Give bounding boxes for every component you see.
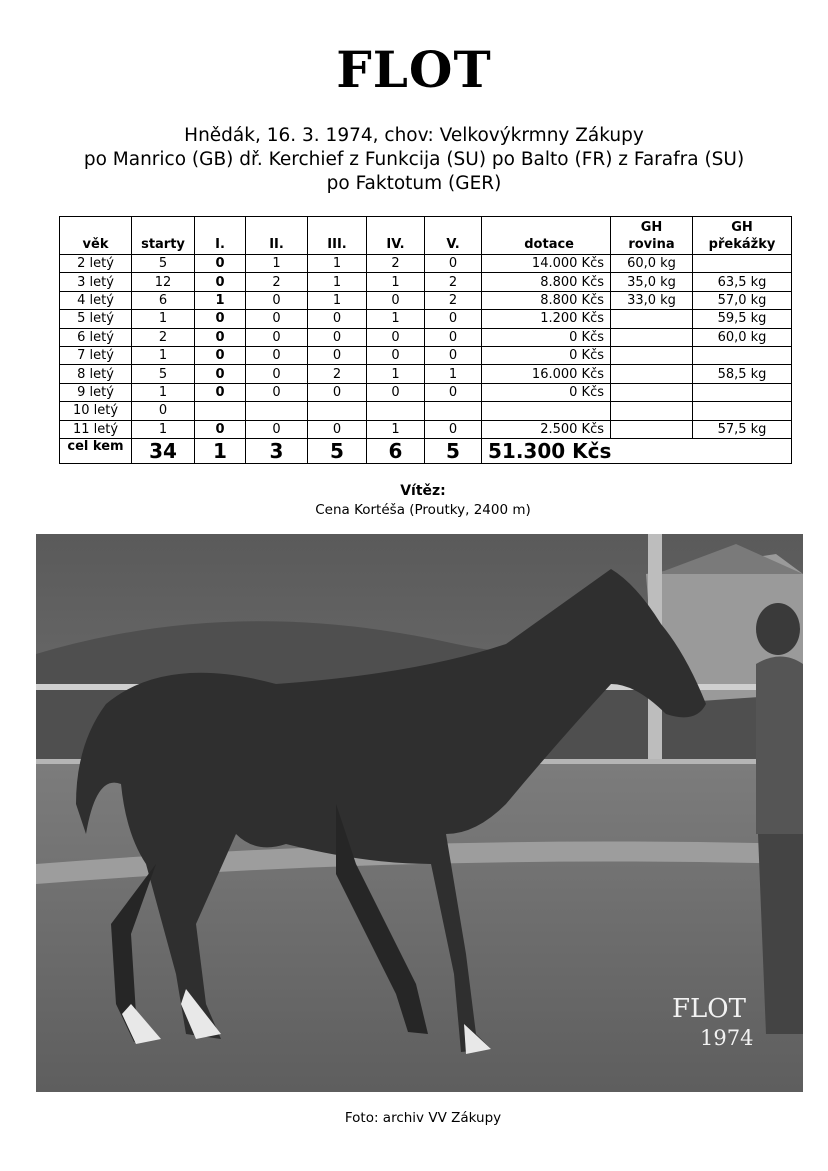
cell-age: 9 letý [60, 383, 132, 401]
pedigree-info [0, 124, 828, 196]
cell-fourth: 0 [367, 291, 425, 309]
cell-age: 3 letý [60, 273, 132, 291]
cell-second: 2 [246, 273, 308, 291]
cell-third: 1 [308, 255, 367, 273]
table-row [60, 291, 792, 309]
cell-gh-flat: 33,0 kg [611, 291, 693, 309]
cell-first: 0 [195, 346, 246, 364]
cell-second: 0 [246, 420, 308, 438]
cell-starts: 0 [132, 402, 195, 420]
cell-age: 11 letý [60, 420, 132, 438]
header-gh-hurdle [693, 217, 792, 255]
cell-third: 1 [308, 291, 367, 309]
cell-fourth: 1 [367, 365, 425, 383]
cell-age: 4 letý [60, 291, 132, 309]
table-row [60, 273, 792, 291]
cell-gh-flat [611, 328, 693, 346]
header-third: III. [308, 217, 367, 255]
cell-fifth: 1 [425, 365, 482, 383]
photo-credit: Foto: archiv VV Zákupy [344, 1110, 502, 1126]
cell-starts: 1 [132, 310, 195, 328]
total-first: 1 [195, 438, 246, 463]
cell-age: 7 letý [60, 346, 132, 364]
cell-prize: 14.000 Kčs [482, 255, 611, 273]
cell-starts: 5 [132, 255, 195, 273]
cell-second: 0 [246, 365, 308, 383]
table-row [60, 346, 792, 364]
cell-first: 0 [195, 310, 246, 328]
header-gh-flat-bottom: rovina [628, 237, 675, 252]
cell-prize: 0 Kčs [482, 328, 611, 346]
table-row [60, 328, 792, 346]
cell-third: 0 [308, 420, 367, 438]
cell-starts: 6 [132, 291, 195, 309]
cell-starts: 1 [132, 383, 195, 401]
pedigree-line-3: po Faktotum (GER) [326, 173, 502, 194]
total-label: cel kem [60, 438, 132, 463]
cell-third [308, 402, 367, 420]
cell-prize: 2.500 Kčs [482, 420, 611, 438]
table-row [60, 402, 792, 420]
cell-fourth: 0 [367, 328, 425, 346]
table-header-row [60, 217, 792, 255]
cell-gh-hurdle [693, 346, 792, 364]
cell-gh-hurdle: 63,5 kg [693, 273, 792, 291]
cell-fifth [425, 402, 482, 420]
total-fourth: 6 [367, 438, 425, 463]
cell-gh-flat [611, 402, 693, 420]
cell-prize: 0 Kčs [482, 346, 611, 364]
cell-starts: 12 [132, 273, 195, 291]
total-row [60, 438, 792, 463]
cell-fifth: 0 [425, 383, 482, 401]
cell-prize: 1.200 Kčs [482, 310, 611, 328]
cell-age: 8 letý [60, 365, 132, 383]
cell-prize [482, 402, 611, 420]
cell-first: 0 [195, 255, 246, 273]
cell-second: 1 [246, 255, 308, 273]
cell-age: 5 letý [60, 310, 132, 328]
cell-fourth: 2 [367, 255, 425, 273]
cell-age: 2 letý [60, 255, 132, 273]
header-second: II. [246, 217, 308, 255]
cell-fourth: 1 [367, 273, 425, 291]
pedigree-line-1: Hnědák, 16. 3. 1974, chov: Velkovýkrmny Zákupy [184, 125, 644, 146]
header-fifth: V. [425, 217, 482, 255]
table-row [60, 255, 792, 273]
total-prize: 51.300 Kčs [482, 438, 693, 463]
cell-fourth: 1 [367, 420, 425, 438]
cell-prize: 0 Kčs [482, 383, 611, 401]
cell-first: 0 [195, 420, 246, 438]
cell-third: 1 [308, 273, 367, 291]
cell-fifth: 2 [425, 273, 482, 291]
table-body [60, 255, 792, 439]
header-gh-flat [611, 217, 693, 255]
cell-fifth: 0 [425, 255, 482, 273]
photo-caption-name: FLOT [672, 994, 746, 1024]
cell-gh-flat [611, 346, 693, 364]
cell-second [246, 402, 308, 420]
cell-third: 0 [308, 328, 367, 346]
winner-heading: Vítěz: [400, 483, 446, 499]
cell-first: 0 [195, 365, 246, 383]
cell-first: 1 [195, 291, 246, 309]
cell-gh-hurdle: 58,5 kg [693, 365, 792, 383]
cell-third: 0 [308, 383, 367, 401]
cell-gh-flat [611, 365, 693, 383]
total-fifth: 5 [425, 438, 482, 463]
cell-age: 10 letý [60, 402, 132, 420]
total-starts: 34 [132, 438, 195, 463]
header-gh-hurdle-bottom: překážky [708, 237, 776, 252]
table-row [60, 383, 792, 401]
table-row [60, 310, 792, 328]
header-gh-flat-top: GH [640, 220, 663, 235]
total-second: 3 [246, 438, 308, 463]
cell-fourth: 0 [367, 383, 425, 401]
cell-gh-hurdle: 57,0 kg [693, 291, 792, 309]
cell-gh-flat: 35,0 kg [611, 273, 693, 291]
cell-first [195, 402, 246, 420]
cell-second: 0 [246, 346, 308, 364]
header-gh-hurdle-top: GH [731, 220, 753, 235]
header-first: I. [195, 217, 246, 255]
cell-fifth: 2 [425, 291, 482, 309]
cell-fifth: 0 [425, 346, 482, 364]
header-age: věk [60, 217, 132, 255]
cell-fifth: 0 [425, 420, 482, 438]
cell-prize: 16.000 Kčs [482, 365, 611, 383]
cell-prize: 8.800 Kčs [482, 291, 611, 309]
cell-fourth: 1 [367, 310, 425, 328]
cell-fifth: 0 [425, 310, 482, 328]
pedigree-line-2: po Manrico (GB) dř. Kerchief z Funkcija (SU) po Balto (FR) z Farafra (SU) [83, 149, 745, 170]
cell-starts: 1 [132, 420, 195, 438]
cell-gh-hurdle [693, 402, 792, 420]
cell-gh-flat [611, 420, 693, 438]
cell-fourth [367, 402, 425, 420]
header-prize: dotace [482, 217, 611, 255]
cell-third: 0 [308, 346, 367, 364]
cell-starts: 5 [132, 365, 195, 383]
cell-first: 0 [195, 328, 246, 346]
cell-gh-flat: 60,0 kg [611, 255, 693, 273]
table-row [60, 365, 792, 383]
table-row [60, 420, 792, 438]
cell-third: 2 [308, 365, 367, 383]
winner-race: Cena Kortéša (Proutky, 2400 m) [315, 502, 531, 518]
header-starts: starty [132, 217, 195, 255]
total-third: 5 [308, 438, 367, 463]
cell-first: 0 [195, 383, 246, 401]
cell-second: 0 [246, 328, 308, 346]
cell-first: 0 [195, 273, 246, 291]
cell-starts: 2 [132, 328, 195, 346]
cell-fourth: 0 [367, 346, 425, 364]
header-fourth: IV. [367, 217, 425, 255]
cell-fifth: 0 [425, 328, 482, 346]
cell-gh-flat [611, 383, 693, 401]
cell-gh-hurdle [693, 255, 792, 273]
cell-second: 0 [246, 383, 308, 401]
cell-age: 6 letý [60, 328, 132, 346]
cell-starts: 1 [132, 346, 195, 364]
race-record-table [59, 216, 792, 464]
cell-second: 0 [246, 310, 308, 328]
photo-caption-year: 1974 [700, 1026, 754, 1050]
cell-gh-hurdle: 59,5 kg [693, 310, 792, 328]
total-empty [693, 438, 792, 463]
cell-gh-hurdle [693, 383, 792, 401]
cell-gh-hurdle: 60,0 kg [693, 328, 792, 346]
cell-gh-flat [611, 310, 693, 328]
cell-third: 0 [308, 310, 367, 328]
page-title: FLOT [336, 40, 492, 99]
photo-caption [672, 994, 753, 1052]
cell-second: 0 [246, 291, 308, 309]
cell-gh-hurdle: 57,5 kg [693, 420, 792, 438]
cell-prize: 8.800 Kčs [482, 273, 611, 291]
